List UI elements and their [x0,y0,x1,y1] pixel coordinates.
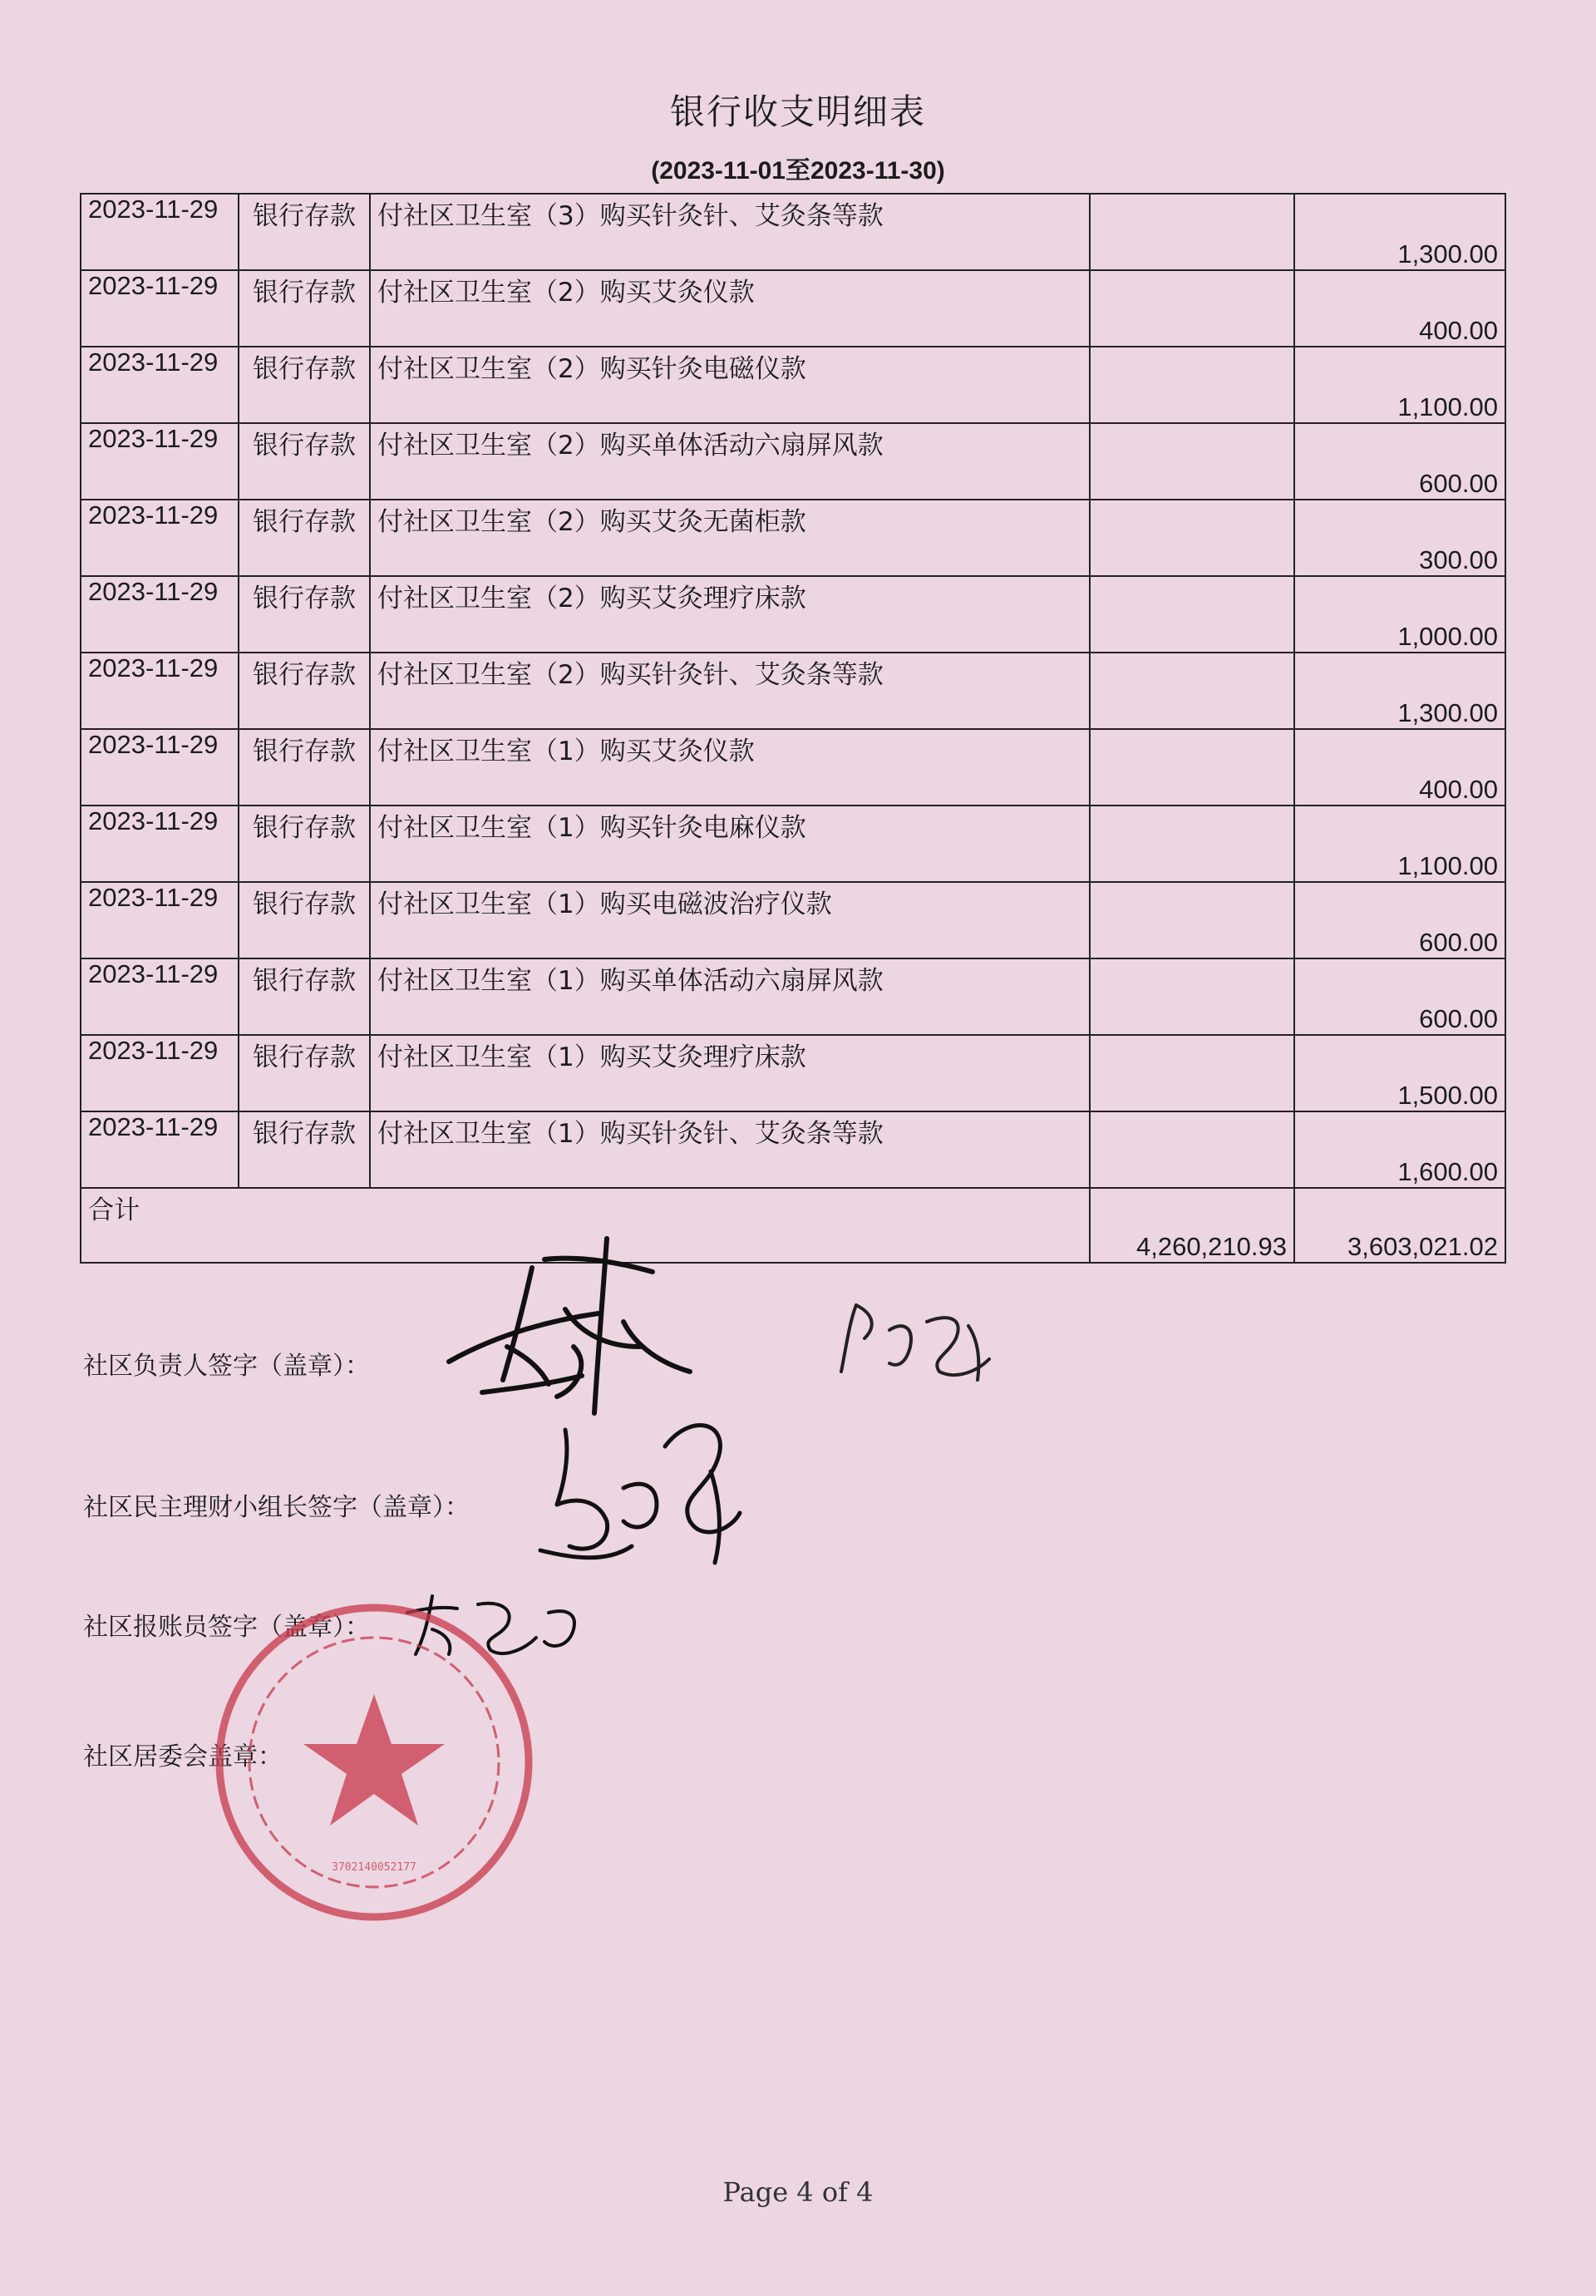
income-cell [1090,270,1294,347]
description-cell: 付社区卫生室（1）购买电磁波治疗仪款 [370,882,1090,958]
date-cell: 2023-11-29 [81,653,239,729]
income-cell [1090,194,1294,270]
table-row [81,270,1505,347]
table-row [81,347,1505,423]
income-cell [1090,576,1294,653]
expense-cell: 1,500.00 [1294,1035,1505,1111]
account-cell: 银行存款 [239,423,370,500]
income-cell [1090,1035,1294,1111]
expense-cell: 1,600.00 [1294,1111,1505,1188]
leader-signature-label: 社区负责人签字（盖章）： [83,1352,370,1381]
ledger-table [80,193,1506,1264]
expense-cell: 1,300.00 [1294,194,1505,270]
date-cell: 2023-11-29 [81,270,239,347]
date-cell: 2023-11-29 [81,729,239,806]
account-cell: 银行存款 [239,958,370,1035]
account-cell: 银行存款 [239,1035,370,1111]
account-cell: 银行存款 [239,576,370,653]
description-cell: 付社区卫生室（2）购买艾灸理疗床款 [370,576,1090,653]
page-number: Page 4 of 4 [722,2176,874,2208]
description-cell: 付社区卫生室（2）购买针灸电磁仪款 [370,347,1090,423]
expense-cell: 400.00 [1294,270,1505,347]
description-cell: 付社区卫生室（2）购买单体活动六扇屏风款 [370,423,1090,500]
table-row [81,1111,1505,1188]
income-cell [1090,653,1294,729]
expense-cell: 1,300.00 [1294,653,1505,729]
expense-cell: 300.00 [1294,500,1505,576]
description-cell: 付社区卫生室（2）购买针灸针、艾灸条等款 [370,653,1090,729]
total-expense: 3,603,021.02 [1294,1188,1505,1263]
finance-group-signature-label: 社区民主理财小组长签字（盖章）： [83,1493,470,1522]
income-cell [1090,729,1294,806]
date-cell: 2023-11-29 [81,1111,239,1188]
income-cell [1090,423,1294,500]
expense-cell: 600.00 [1294,882,1505,958]
description-cell: 付社区卫生室（1）购买艾灸理疗床款 [370,1035,1090,1111]
expense-cell: 600.00 [1294,958,1505,1035]
date-cell: 2023-11-29 [81,423,239,500]
document-period: (2023-11-01至2023-11-30) [651,157,945,185]
date-cell: 2023-11-29 [81,500,239,576]
account-cell: 银行存款 [239,882,370,958]
account-cell: 银行存款 [239,270,370,347]
account-cell: 银行存款 [239,806,370,882]
income-cell [1090,882,1294,958]
description-cell: 付社区卫生室（2）购买艾灸无菌柜款 [370,500,1090,576]
committee-seal [208,1596,540,1929]
income-cell [1090,806,1294,882]
finance-group-signature [532,1397,765,1579]
total-row [81,1188,1505,1263]
account-cell: 银行存款 [239,347,370,423]
accountant-signature-label: 社区报账员签字（盖章）： [83,1613,370,1642]
date-cell: 2023-11-29 [81,194,239,270]
document-title: 银行收支明细表 [669,91,926,132]
income-cell [1090,347,1294,423]
date-cell: 2023-11-29 [81,882,239,958]
date-cell: 2023-11-29 [81,806,239,882]
account-cell: 银行存款 [239,500,370,576]
description-cell: 付社区卫生室（1）购买单体活动六扇屏风款 [370,958,1090,1035]
seal-code: 3702140052177 [332,1861,416,1874]
date-cell: 2023-11-29 [81,347,239,423]
income-cell [1090,500,1294,576]
description-cell: 付社区卫生室（3）购买针灸针、艾灸条等款 [370,194,1090,270]
table-row [81,423,1505,500]
table-row [81,958,1505,1035]
date-cell: 2023-11-29 [81,576,239,653]
table-row [81,882,1505,958]
expense-cell: 600.00 [1294,423,1505,500]
table-row [81,1035,1505,1111]
income-cell [1090,1111,1294,1188]
account-cell: 银行存款 [239,729,370,806]
total-income: 4,260,210.93 [1090,1188,1294,1263]
description-cell: 付社区卫生室（2）购买艾灸仪款 [370,270,1090,347]
ledger-body [81,194,1505,1263]
committee-stamp-label: 社区居委会盖章： [83,1742,283,1771]
account-cell: 银行存款 [239,194,370,270]
date-cell: 2023-11-29 [81,958,239,1035]
expense-cell: 1,100.00 [1294,347,1505,423]
total-label: 合计 [81,1188,1090,1263]
expense-cell: 1,000.00 [1294,576,1505,653]
description-cell: 付社区卫生室（1）购买针灸针、艾灸条等款 [370,1111,1090,1188]
date-cell: 2023-11-29 [81,1035,239,1111]
secondary-leader-signature [831,1288,1014,1397]
table-row [81,653,1505,729]
table-row [81,806,1505,882]
expense-cell: 1,100.00 [1294,806,1505,882]
expense-cell: 400.00 [1294,729,1505,806]
table-row [81,576,1505,653]
account-cell: 银行存款 [239,1111,370,1188]
table-row [81,194,1505,270]
account-cell: 银行存款 [239,653,370,729]
seal-star-icon [303,1694,445,1825]
description-cell: 付社区卫生室（1）购买艾灸仪款 [370,729,1090,806]
table-row [81,729,1505,806]
description-cell: 付社区卫生室（1）购买针灸电麻仪款 [370,806,1090,882]
table-row [81,500,1505,576]
income-cell [1090,958,1294,1035]
